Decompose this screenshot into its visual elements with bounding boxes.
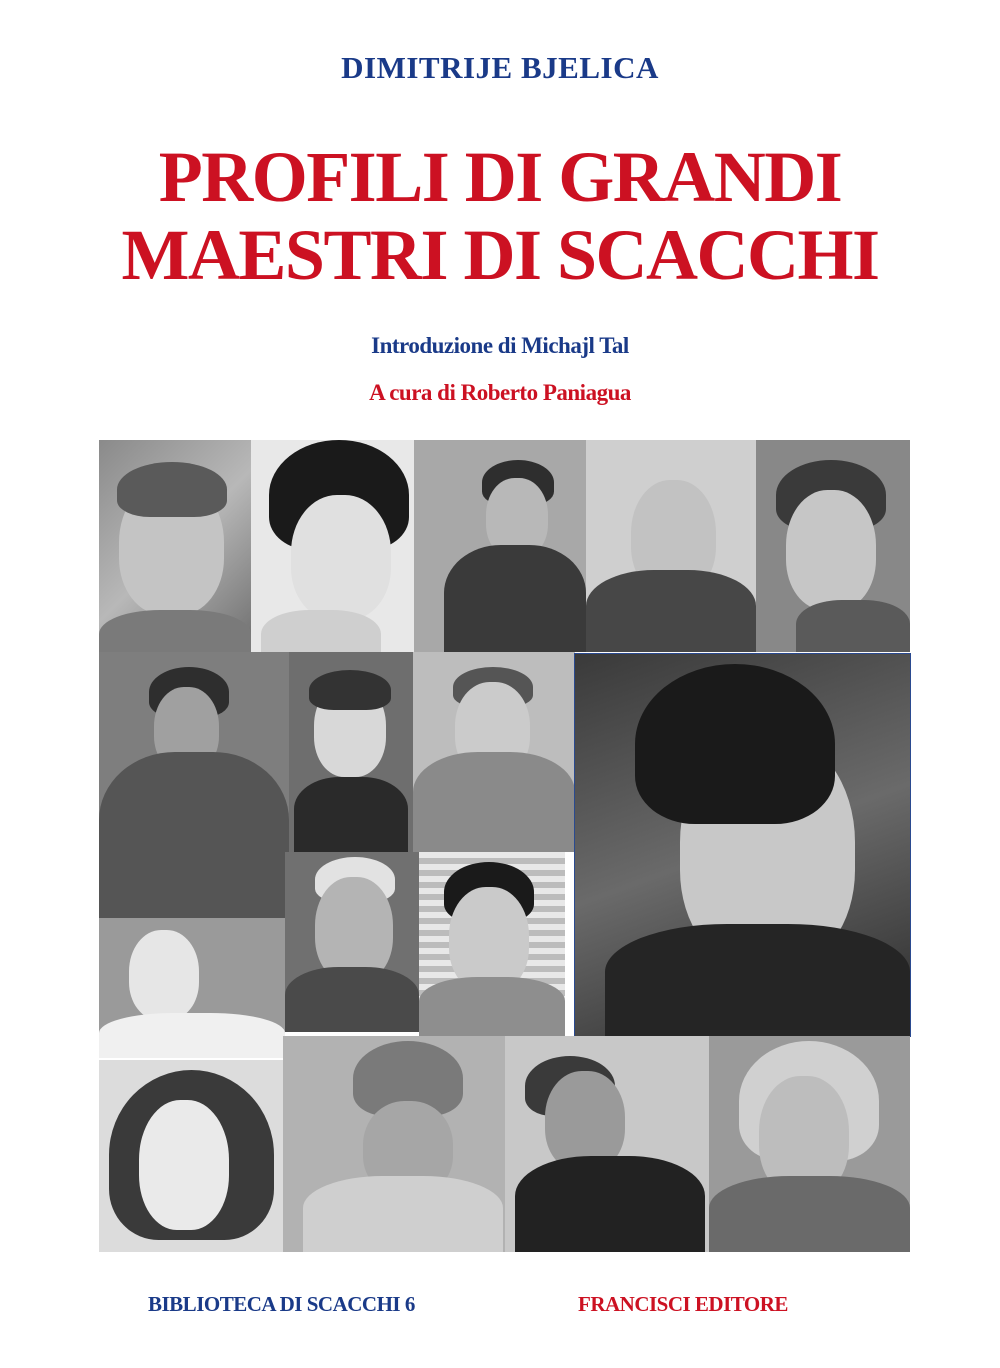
series-label: BIBLIOTECA DI SCACCHI 6 — [148, 1292, 415, 1316]
portrait-photo — [99, 440, 251, 652]
publisher-label: FRANCISCI EDITORE — [578, 1292, 788, 1316]
portrait-photo — [413, 652, 575, 852]
portrait-photo — [99, 652, 289, 918]
portrait-photo — [251, 440, 414, 652]
portrait-photo — [99, 1060, 283, 1252]
editor-credit: A cura di Roberto Paniagua — [369, 380, 631, 405]
portrait-photo — [419, 852, 565, 1036]
featured-portrait-photo — [575, 654, 910, 1036]
portrait-photo — [756, 440, 910, 652]
portrait-photo — [283, 1036, 505, 1252]
portrait-photo — [709, 1036, 910, 1252]
title-line-2: MAESTRI DI SCACCHI — [121, 215, 879, 295]
author-name: DIMITRIJE BJELICA — [341, 50, 659, 85]
portrait-photo — [414, 440, 586, 652]
portrait-photo — [289, 652, 413, 852]
portrait-photo — [586, 440, 756, 652]
introduction-credit: Introduzione di Michajl Tal — [371, 333, 629, 358]
title-line-1: PROFILI DI GRANDI — [158, 137, 842, 217]
portrait-photo — [285, 852, 419, 1032]
portrait-photo — [505, 1036, 709, 1252]
portrait-photo — [99, 918, 285, 1058]
